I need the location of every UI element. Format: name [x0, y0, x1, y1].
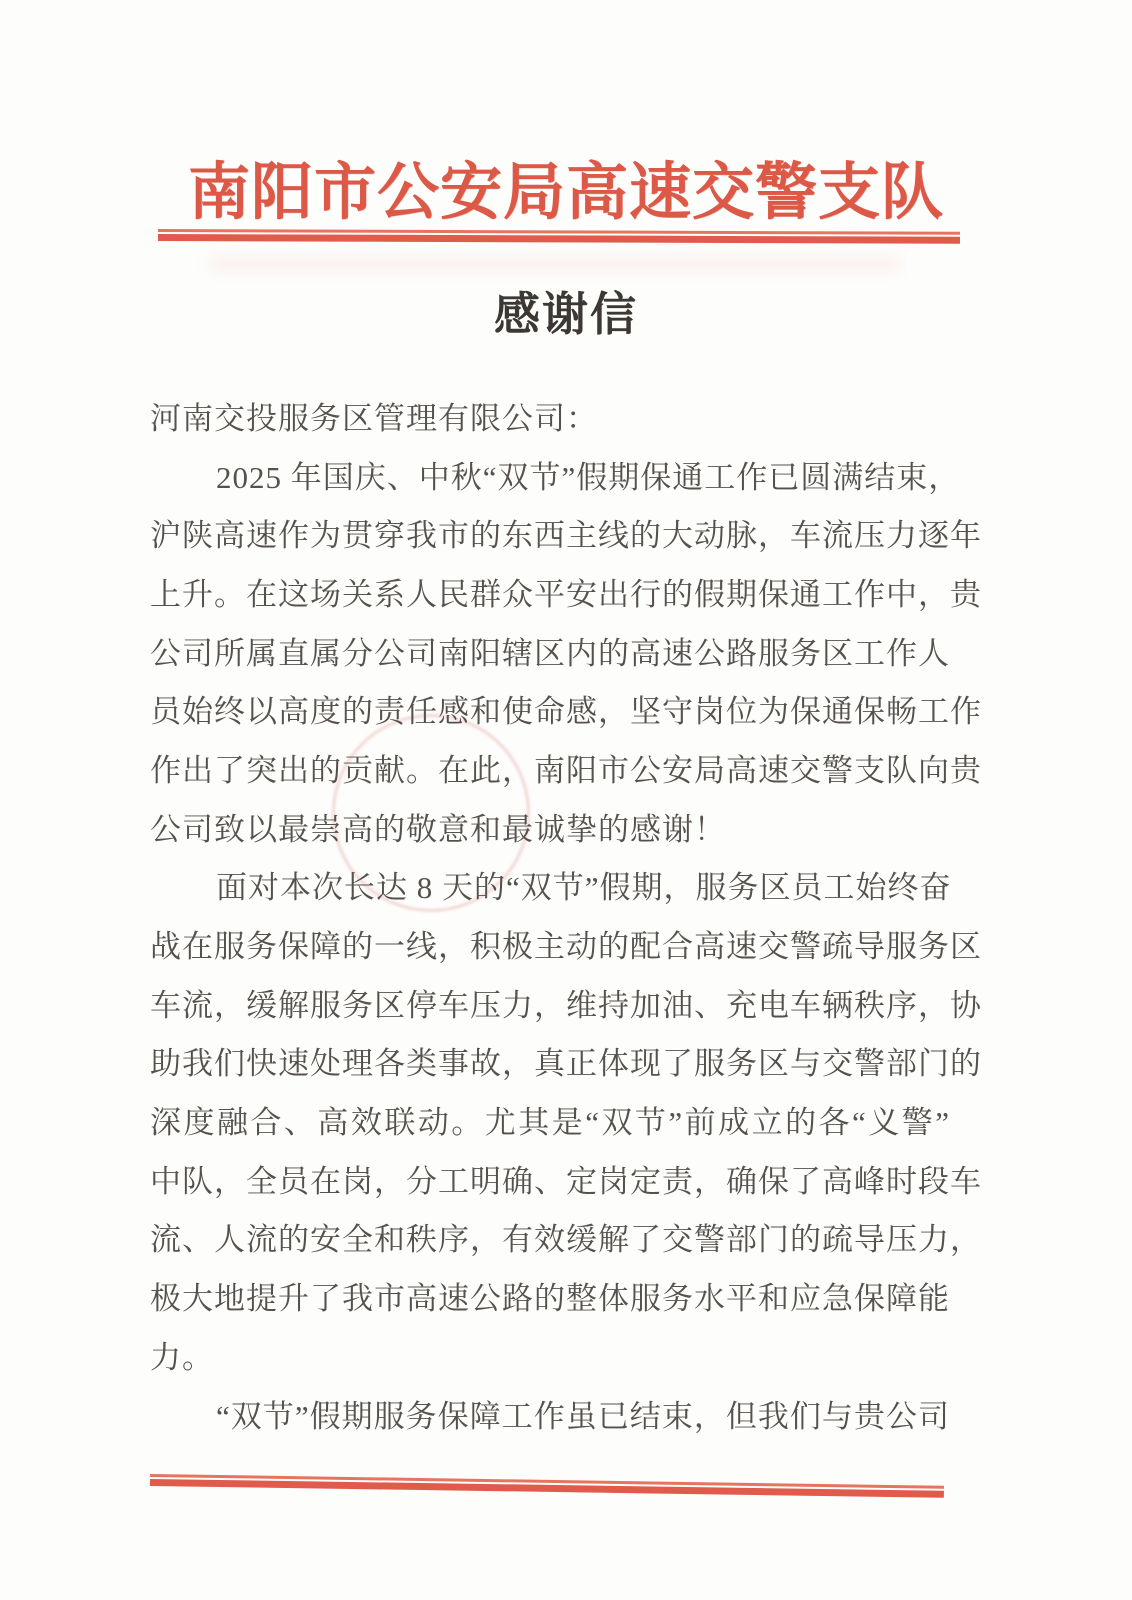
body-line: 车流，缓解服务区停车压力，维持加油、充电车辆秩序，协: [150, 987, 982, 1023]
body-line: 极大地提升了我市高速公路的整体服务水平和应急保障能: [150, 1281, 950, 1317]
body-line: 2025 年国庆、中秋“双节”假期保通工作已圆满结束，: [216, 459, 961, 495]
body-line: 沪陕高速作为贯穿我市的东西主线的大动脉，车流压力逐年: [150, 518, 982, 554]
letter-body: [150, 386, 982, 1442]
ink-bleed-artifact: [210, 256, 900, 272]
body-line: 上升。在这场关系人民群众平安出行的假期保通工作中，贵: [150, 576, 982, 612]
body-line: 作出了突出的贡献。在此，南阳市公安局高速交警支队向贵: [150, 752, 982, 788]
divider-thick-rule: [158, 234, 960, 244]
body-line: 公司所属直属分公司南阳辖区内的高速公路服务区工作人: [150, 635, 950, 671]
body-line: 河南交投服务区管理有限公司：: [150, 400, 598, 436]
body-line: 力。: [150, 1339, 214, 1375]
body-line: 流、人流的安全和秩序，有效缓解了交警部门的疏导压力，: [150, 1222, 982, 1258]
body-line: 战在服务保障的一线，积极主动的配合高速交警疏导服务区: [150, 929, 982, 965]
document-title: 感谢信: [494, 289, 638, 340]
body-line: 员始终以高度的责任感和使命感，坚守岗位为保通保畅工作: [150, 694, 982, 730]
letterhead-title: 南阳市公安局高速交警支队: [187, 159, 944, 227]
body-line: “双节”假期服务保障工作虽已结束，但我们与贵公司: [216, 1398, 950, 1434]
body-line: 面对本次长达 8 天的“双节”假期，服务区员工始终奋: [216, 870, 952, 906]
body-line: 中队，全员在岗，分工明确、定岗定责，确保了高峰时段车: [150, 1163, 982, 1199]
body-line: 助我们快速处理各类事故，真正体现了服务区与交警部门的: [150, 1046, 982, 1082]
letterhead-divider: [158, 229, 960, 244]
body-line: 公司致以最崇高的敬意和最诚挚的感谢！: [150, 811, 726, 847]
body-line: 深度融合、高效联动。尤其是“双节”前成立的各“义警”: [150, 1105, 950, 1141]
footer-divider: [150, 1474, 944, 1498]
